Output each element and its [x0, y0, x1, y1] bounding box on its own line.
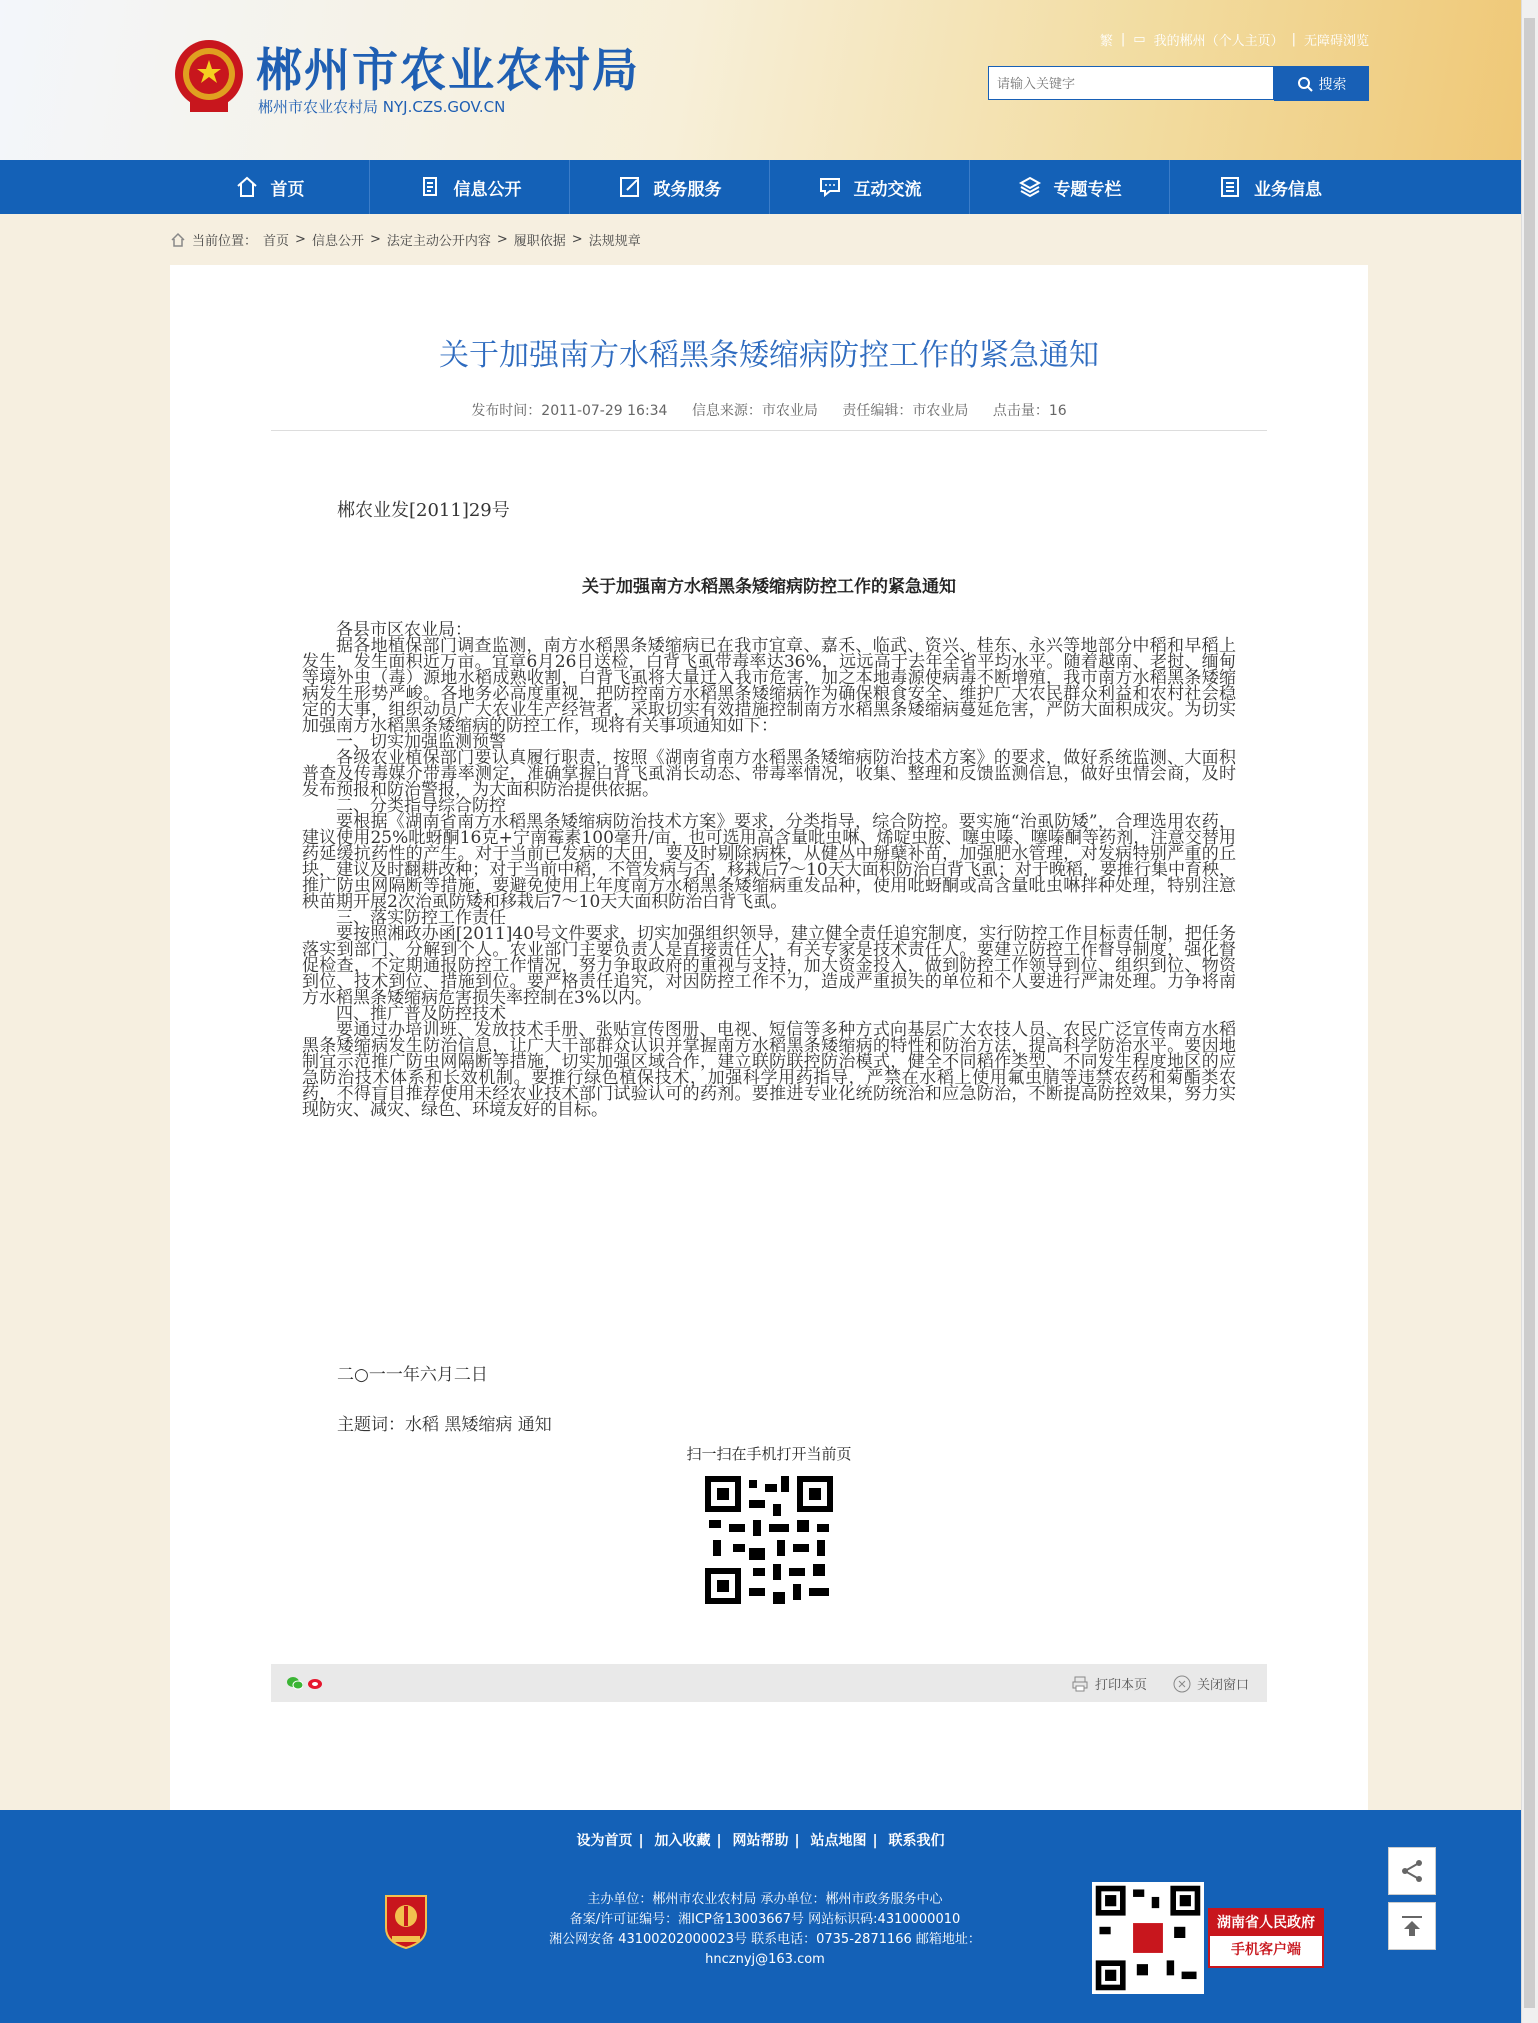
article-title: 关于加强南方水稻黑条矮缩病防控工作的紧急通知	[439, 338, 1099, 373]
nav-item-services[interactable]	[570, 160, 770, 214]
nav-label: 首页	[270, 179, 305, 200]
share-button[interactable]	[1388, 1847, 1436, 1895]
scan-caption: 扫一扫在手机打开当前页	[686, 1445, 852, 1463]
qr-code-icon	[701, 1472, 837, 1608]
divider	[271, 430, 1267, 431]
section-heading: 三、落实防控工作责任	[336, 908, 506, 928]
traditional-chinese-link[interactable]: 繁	[1099, 34, 1113, 49]
layers-icon	[1018, 175, 1042, 199]
breadcrumb-item[interactable]: 法定主动公开内容	[386, 234, 491, 249]
set-homepage-link[interactable]: 设为首页	[576, 1833, 633, 1849]
monitor-icon: ▭	[1133, 32, 1146, 47]
article-body	[302, 622, 1236, 1118]
main-nav	[0, 160, 1521, 214]
paragraph: 要通过办培训班、发放技术手册、张贴宣传图册、电视、短信等多种方式向基层广大农技人员、农民广泛宣传南方水稻黑条矮缩病发生防治信息，让广大干部群众认识并掌握南方水稻黑条矮缩病的特性和防治方法，提高科学防治水平。要因地制宜示范推广防虫网隔断等措施，切实加强区域合作，建立联防联控防治模式，健全不同稻作类型、不同发生程度地区的应急防治技术体系和长效机制。要推行绿色植保技术，加强科学用药指导，严禁在水稻上使用氟虫腈等违禁农药和菊酯类农药，不得盲目推荐使用未经农业技术部门试验认可的药剂。要推进专业化统防统治和应急防治，不断提高防控效果，努力实现防灾、减灾、绿色、环境友好的目标。	[302, 1020, 1236, 1120]
footer-info	[510, 1890, 1020, 1970]
article-meta	[0, 400, 1538, 420]
search-button-label: 搜索	[1318, 76, 1347, 93]
section-heading: 二、分类指导综合防控	[336, 796, 506, 816]
topic-words: 主题词：水稻 黑矮缩病 通知	[337, 1415, 552, 1435]
nav-item-home[interactable]	[170, 160, 370, 214]
site-subtitle: 郴州市农业农村局 NYJ.CZS.GOV.CN	[258, 98, 506, 116]
add-favorite-link[interactable]: 加入收藏	[654, 1833, 711, 1849]
breadcrumb-prefix: 当前位置：	[192, 234, 258, 249]
search-button[interactable]	[1274, 66, 1369, 101]
site-title[interactable]: 郴州市农业农村局	[256, 43, 640, 97]
edit-icon	[618, 175, 642, 199]
paragraph: 各县市区农业局：	[336, 620, 472, 640]
arrow-up-icon	[1399, 1913, 1425, 1939]
breadcrumb: 当前位置： 首页 > 信息公开 > 法定主动公开内容 > 履职依据 > 法规规章	[170, 230, 641, 249]
paragraph: 要按照湘政办函[2011]40号文件要求，切实加强组织领导，建立健全责任追究制度，实行防控工作目标责任制，把任务落实到部门、分解到个人。农业部门主要负责人是直接责任人，有关专家是技术责任人。要建立防控工作督导制度，强化督促检查，不定期通报防控工作情况，努力争取政府的重视与支持，加大资金投入，做到防控工作领导到位、组织到位、物资到位、技术到位、措施到位。要严格责任追究，对因防控工作不力，造成严重损失的单位和个人要进行严肃处理。力争将南方水稻黑条矮缩病危害损失率控制在3%以内。	[302, 924, 1236, 1008]
editor: 责任编辑：市农业局	[842, 403, 969, 419]
list-icon	[1218, 175, 1242, 199]
back-to-top-button[interactable]	[1388, 1902, 1436, 1950]
party-government-badge-icon[interactable]	[380, 1892, 432, 1950]
sitemap-link[interactable]: 站点地图	[810, 1833, 867, 1849]
home-icon	[170, 232, 186, 248]
breadcrumb-item[interactable]: 履职依据	[513, 234, 566, 249]
nav-label: 专题专栏	[1053, 179, 1122, 200]
print-button[interactable]	[1071, 1674, 1147, 1693]
nav-label: 互动交流	[853, 179, 922, 200]
paragraph: 各级农业植保部门要认真履行职责，按照《湖南省南方水稻黑条矮缩病防治技术方案》的要求，做好系统监测、大面积普查及传毒媒介带毒率测定，准确掌握白背飞虱消长动态、带毒率情况，收集、整理和反馈监测信息，做好虫情会商，及时发布预报和防治警报，为大面积防治提供依据。	[302, 748, 1236, 800]
home-icon	[235, 175, 259, 199]
national-emblem-icon	[172, 36, 246, 116]
hit-count: 点击量：16	[992, 403, 1067, 419]
site-header	[0, 0, 1521, 160]
search-input[interactable]	[988, 66, 1274, 100]
footer-line: 主办单位：郴州市农业农村局 承办单位：郴州市政务服务中心	[587, 1892, 943, 1907]
chat-icon	[818, 175, 842, 199]
close-label: 关闭窗口	[1196, 1678, 1249, 1693]
section-heading: 一、切实加强监测预警	[336, 732, 506, 752]
breadcrumb-item[interactable]: 信息公开	[311, 234, 364, 249]
gov-badge-title: 湖南省人民政府	[1210, 1910, 1322, 1936]
paragraph: 据各地植保部门调查监测，南方水稻黑条矮缩病已在我市宜章、嘉禾、临武、资兴、桂东、永兴等地部分中稻和早稻上发生，发生面积近万亩。宜章6月26日送检，白背飞虱带毒率达36%，远远高于去年全省平均水平。随着越南、老挝、缅甸等境外虫（毒）源地水稻成熟收割，白背飞虱将大量迁入我市危害，加之本地毒源使病毒不断增殖，我市南方水稻黑条矮缩病发生形势严峻。各地务必高度重视，把防控南方水稻黑条矮缩病作为确保粮食安全、维护广大农民群众利益和农村社会稳定的大事，组织动员广大农业生产经营者，采取切实有效措施控制南方水稻黑条矮缩病蔓延危害，严防大面积成灾。为切实加强南方水稻黑条矮缩病的防控工作，现将有关事项通知如下：	[302, 636, 1236, 736]
footer-qr-code-icon	[1092, 1882, 1204, 1994]
document-icon	[418, 175, 442, 199]
share-bar	[271, 1664, 1267, 1702]
gov-badge-sub: 手机客户端	[1231, 1942, 1301, 1958]
accessibility-link[interactable]: 无障碍浏览	[1303, 34, 1369, 49]
weibo-icon[interactable]	[307, 1676, 323, 1690]
site-footer	[0, 1810, 1521, 2023]
document-date: 二○一一年六月二日	[337, 1365, 488, 1385]
close-icon	[1173, 1675, 1191, 1693]
info-source: 信息来源：市农业局	[691, 403, 818, 419]
document-number: 郴农业发[2011]29号	[337, 500, 510, 521]
nav-item-business[interactable]	[1170, 160, 1370, 214]
document-title: 关于加强南方水稻黑条矮缩病防控工作的紧急通知	[582, 577, 956, 597]
nav-label: 政务服务	[653, 179, 722, 200]
share-icons	[287, 1676, 323, 1690]
publish-time: 发布时间：2011-07-29 16:34	[471, 403, 668, 419]
breadcrumb-item[interactable]: 法规规章	[588, 234, 641, 249]
section-heading: 四、推广普及防控技术	[336, 1004, 506, 1024]
nav-label: 信息公开	[453, 179, 522, 200]
footer-line: hncznyj@163.com	[705, 1952, 825, 1967]
scrollbar-thumb[interactable]	[1524, 18, 1535, 2008]
footer-line: 湘公网安备 43100202000023号 联系电话：0735-2871166 邮箱地址：	[549, 1932, 981, 1947]
breadcrumb-item[interactable]: 首页	[263, 234, 290, 249]
nav-item-topics[interactable]	[970, 160, 1170, 214]
my-chenzhou-link[interactable]: 我的郴州（个人主页）	[1153, 34, 1284, 49]
close-window-button[interactable]	[1173, 1674, 1249, 1693]
nav-item-interaction[interactable]	[770, 160, 970, 214]
contact-link[interactable]: 联系我们	[888, 1833, 945, 1849]
paragraph: 要根据《湖南省南方水稻黑条矮缩病防治技术方案》要求，分类指导，综合防控。要实施“治虱防矮”，合理选用农药，建议使用25%吡蚜酮16克+宁南霉素100毫升/亩，也可选用高含量吡虫啉、烯啶虫胺、噻虫嗪、噻嗪酮等药剂，注意交替用药延缓抗药性的产生。对于当前已发病的大田，要及时剔除病株，从健丛中掰蘖补苗，加强肥水管理，对发病特别严重的丘块，建议及时翻耕改种；对于当前中稻，不管发病与否，移栽后7～10天大面积防治白背飞虱；对于晚稻，要推行集中育秧，推广防虫网隔断等措施，要避免使用上年度南方水稻黑条矮缩病重发品种，使用吡蚜酮或高含量吡虫啉拌种处理，特别注意秧苗期开展2次治虱防矮和移栽后7～10天大面积防治白背飞虱。	[302, 812, 1236, 912]
share-icon	[1399, 1858, 1425, 1884]
footer-line: 备案/许可证编号：湘ICP备13003667号 网站标识码:4310000010	[569, 1912, 961, 1927]
top-links: 繁 | ▭ 我的郴州（个人主页） | 无障碍浏览	[1099, 32, 1369, 49]
footer-links: 设为首页 | 加入收藏 | 网站帮助 | 站点地图 | 联系我们	[576, 1833, 945, 1849]
printer-icon	[1071, 1675, 1089, 1693]
help-link[interactable]: 网站帮助	[732, 1833, 789, 1849]
wechat-icon[interactable]	[287, 1676, 303, 1690]
print-label: 打印本页	[1094, 1678, 1147, 1693]
hunan-gov-app-badge[interactable]	[1208, 1908, 1324, 1968]
nav-label: 业务信息	[1254, 179, 1322, 200]
search-icon	[1297, 76, 1313, 92]
nav-item-info-public[interactable]	[370, 160, 570, 214]
